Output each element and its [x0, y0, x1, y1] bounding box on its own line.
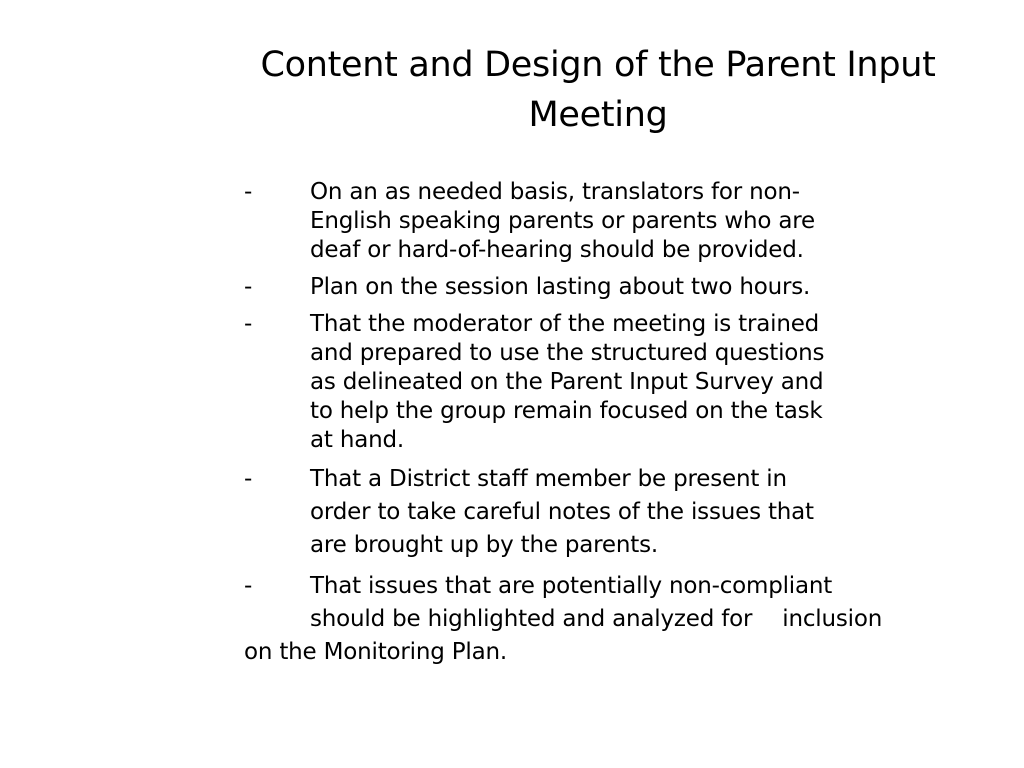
bullet-item [244, 178, 1014, 265]
bullet-line: as delineated on the Parent Input Survey and [310, 369, 824, 395]
slide-title [196, 40, 1000, 140]
bullet-item [244, 463, 1014, 562]
bullet-line: to help the group remain focused on the task [310, 398, 823, 424]
bullet-line: at hand. [310, 427, 404, 453]
title-line: Content and Design of the Parent Input [260, 45, 936, 85]
bullet-line: order to take careful notes of the issues that [310, 499, 814, 525]
bullet-dash: - [244, 311, 253, 337]
bullet-line: on the Monitoring Plan. [244, 639, 507, 665]
bullet-line: inclusion [782, 606, 883, 632]
bullet-line: That a District staff member be present in [310, 466, 787, 492]
bullet-line: deaf or hard-of-hearing should be provided. [310, 237, 804, 263]
bullet-line: On an as needed basis, translators for non- [310, 179, 800, 205]
bullet-item [244, 310, 1014, 455]
title-line: Meeting [528, 95, 668, 135]
bullet-line: Plan on the session lasting about two hours. [310, 274, 811, 300]
bullet-item [244, 570, 1014, 669]
bullet-dash: - [244, 179, 253, 205]
bullet-line: English speaking parents or parents who are [310, 208, 815, 234]
bullet-dash: - [244, 573, 253, 599]
bullet-line: and prepared to use the structured questions [310, 340, 825, 366]
bullet-line-wrap [244, 603, 1014, 636]
bullet-dash: - [244, 274, 253, 300]
bullet-line: are brought up by the parents. [310, 532, 658, 558]
bullet-line: That the moderator of the meeting is trained [310, 311, 820, 337]
bullet-item [244, 273, 1014, 302]
bullet-dash: - [244, 466, 253, 492]
bullet-line: should be highlighted and analyzed for [310, 606, 753, 632]
bullet-list [244, 178, 1014, 677]
bullet-line: That issues that are potentially non-compliant [310, 573, 833, 599]
bullet-line-wrap [244, 570, 1014, 603]
